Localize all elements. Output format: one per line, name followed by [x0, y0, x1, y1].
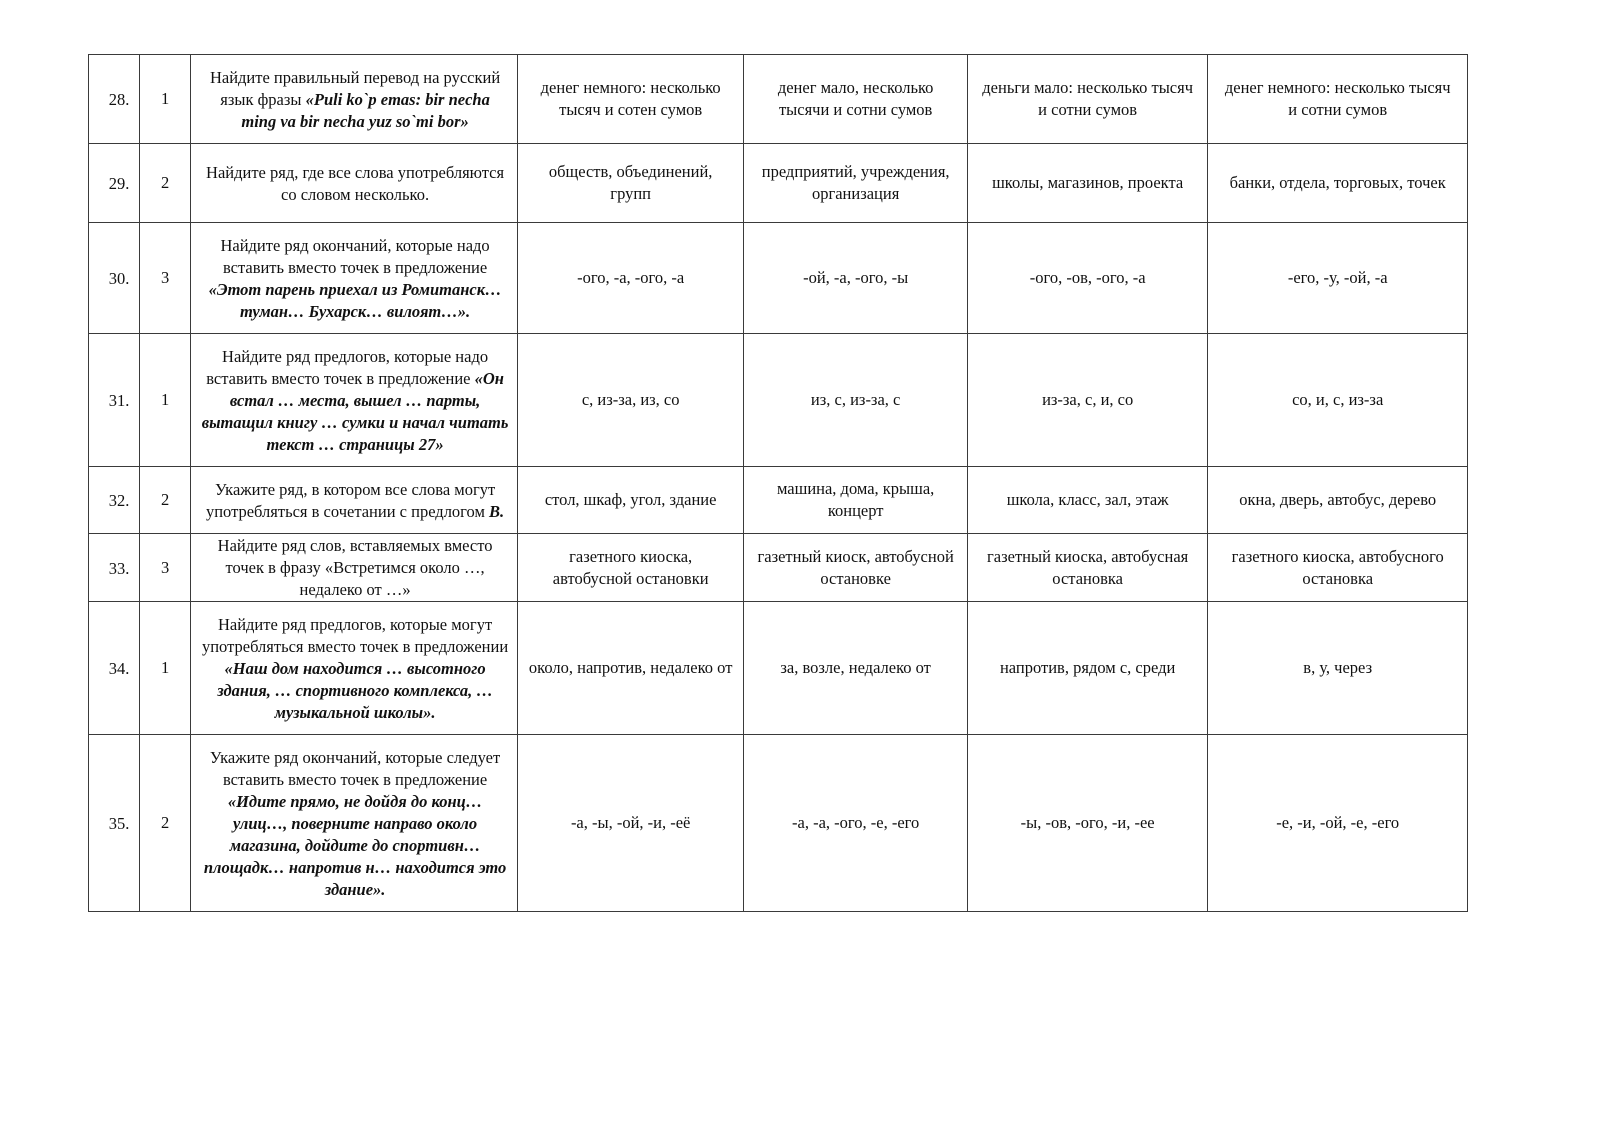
question-plain-text: Найдите ряд слов, вставляемых вместо точек в фразу «Встретимся около …, недалеко от …»	[217, 536, 493, 599]
answer-option-d: газетного киоска, автобусного остановка	[1208, 534, 1468, 602]
question-text	[191, 223, 518, 334]
answer-option-d: -е, -и, -ой, -е, -его	[1208, 735, 1468, 912]
answer-option-c: -ого, -ов, -ого, -а	[967, 223, 1208, 334]
table-row	[89, 467, 1468, 534]
answer-option-c: деньги мало: несколько тысяч и сотни сумов	[967, 55, 1208, 144]
answer-option-b: предприятий, учреждения, организация	[744, 144, 967, 223]
answer-option-d: -его, -у, -ой, -а	[1208, 223, 1468, 334]
answer-option-d: в, у, через	[1208, 602, 1468, 735]
answer-option-a: денег немного: несколько тысяч и сотен сумов	[517, 55, 743, 144]
question-emphasis-text: «Он встал … места, вышел … парты, вытащил книгу … сумки и начал читать текст … страницы 27»	[201, 368, 509, 454]
table-row	[89, 602, 1468, 735]
question-plain-text: Укажите ряд окончаний, которые следует вставить вместо точек в предложение	[209, 747, 501, 789]
question-plain-text: Найдите ряд, где все слова употребляются со словом несколько.	[206, 162, 505, 204]
question-plain-text: Найдите ряд предлогов, которые могут употребляться вместо точек в предложении	[201, 614, 509, 656]
answer-option-c: школы, магазинов, проекта	[967, 144, 1208, 223]
variant-number: 3	[140, 223, 191, 334]
question-text	[191, 144, 518, 223]
question-number: 31.	[89, 334, 140, 467]
answer-option-b: -ой, -а, -ого, -ы	[744, 223, 967, 334]
answer-option-b: газетный киоск, автобусной остановке	[744, 534, 967, 602]
variant-number: 2	[140, 735, 191, 912]
answer-option-a: -ого, -а, -ого, -а	[517, 223, 743, 334]
answer-option-c: напротив, рядом с, среди	[967, 602, 1208, 735]
table-row	[89, 144, 1468, 223]
answer-option-d: окна, дверь, автобус, дерево	[1208, 467, 1468, 534]
question-text	[191, 467, 518, 534]
question-plain-text: Найдите ряд предлогов, которые надо вставить вместо точек в предложение	[206, 346, 489, 388]
answer-option-b: денег мало, несколько тысячи и сотни сумов	[744, 55, 967, 144]
question-plain-text: Найдите правильный перевод на русский язык фразы	[209, 67, 501, 109]
answer-option-a: с, из-за, из, со	[517, 334, 743, 467]
variant-number: 2	[140, 144, 191, 223]
answer-option-d: денег немного: несколько тысяч и сотни сумов	[1208, 55, 1468, 144]
answer-option-d: со, и, с, из-за	[1208, 334, 1468, 467]
question-text	[191, 334, 518, 467]
table-row	[89, 223, 1468, 334]
answer-option-a: около, напротив, недалеко от	[517, 602, 743, 735]
answer-option-a: обществ, объединений, групп	[517, 144, 743, 223]
test-questions-table	[88, 54, 1468, 912]
question-emphasis-text: «Этот парень приехал из Ромитанск… туман… Бухарск… вилоят…».	[208, 279, 502, 321]
answer-option-c: газетный киоска, автобусная остановка	[967, 534, 1208, 602]
table-row	[89, 334, 1468, 467]
question-number: 35.	[89, 735, 140, 912]
question-emphasis-text: В.	[489, 501, 505, 521]
question-number: 30.	[89, 223, 140, 334]
question-emphasis-text: «Puli ko`p emas: bir necha ming va bir necha yuz so`mi bor»	[241, 89, 490, 131]
variant-number: 1	[140, 334, 191, 467]
answer-option-b: -а, -а, -ого, -е, -его	[744, 735, 967, 912]
question-text	[191, 735, 518, 912]
table-row	[89, 534, 1468, 602]
answer-option-c: из-за, с, и, со	[967, 334, 1208, 467]
question-number: 28.	[89, 55, 140, 144]
table-row	[89, 735, 1468, 912]
table-row	[89, 55, 1468, 144]
question-number: 33.	[89, 534, 140, 602]
answer-option-b: за, возле, недалеко от	[744, 602, 967, 735]
answer-option-d: банки, отдела, торговых, точек	[1208, 144, 1468, 223]
answer-option-a: стол, шкаф, угол, здание	[517, 467, 743, 534]
question-text	[191, 602, 518, 735]
question-emphasis-text: «Наш дом находится … высотного здания, … спортивного комплекса, … музыкальной школы».	[217, 658, 493, 722]
question-number: 29.	[89, 144, 140, 223]
answer-option-c: школа, класс, зал, этаж	[967, 467, 1208, 534]
question-text	[191, 534, 518, 602]
answer-option-a: газетного киоска, автобусной остановки	[517, 534, 743, 602]
variant-number: 1	[140, 602, 191, 735]
variant-number: 1	[140, 55, 191, 144]
question-text	[191, 55, 518, 144]
question-number: 34.	[89, 602, 140, 735]
question-number: 32.	[89, 467, 140, 534]
question-emphasis-text: «Идите прямо, не дойдя до конц… улиц…, поверните направо около магазина, дойдите до спортивн… площадк… напротив н… находится это здание».	[203, 791, 507, 899]
variant-number: 2	[140, 467, 191, 534]
table-body	[89, 55, 1468, 912]
answer-option-a: -а, -ы, -ой, -и, -её	[517, 735, 743, 912]
question-plain-text: Укажите ряд, в котором все слова могут употребляться в сочетании с предлогом	[205, 479, 496, 521]
variant-number: 3	[140, 534, 191, 602]
answer-option-c: -ы, -ов, -ого, -и, -ее	[967, 735, 1208, 912]
answer-option-b: из, с, из-за, с	[744, 334, 967, 467]
question-plain-text: Найдите ряд окончаний, которые надо вставить вместо точек в предложение	[220, 235, 490, 277]
answer-option-b: машина, дома, крыша, концерт	[744, 467, 967, 534]
